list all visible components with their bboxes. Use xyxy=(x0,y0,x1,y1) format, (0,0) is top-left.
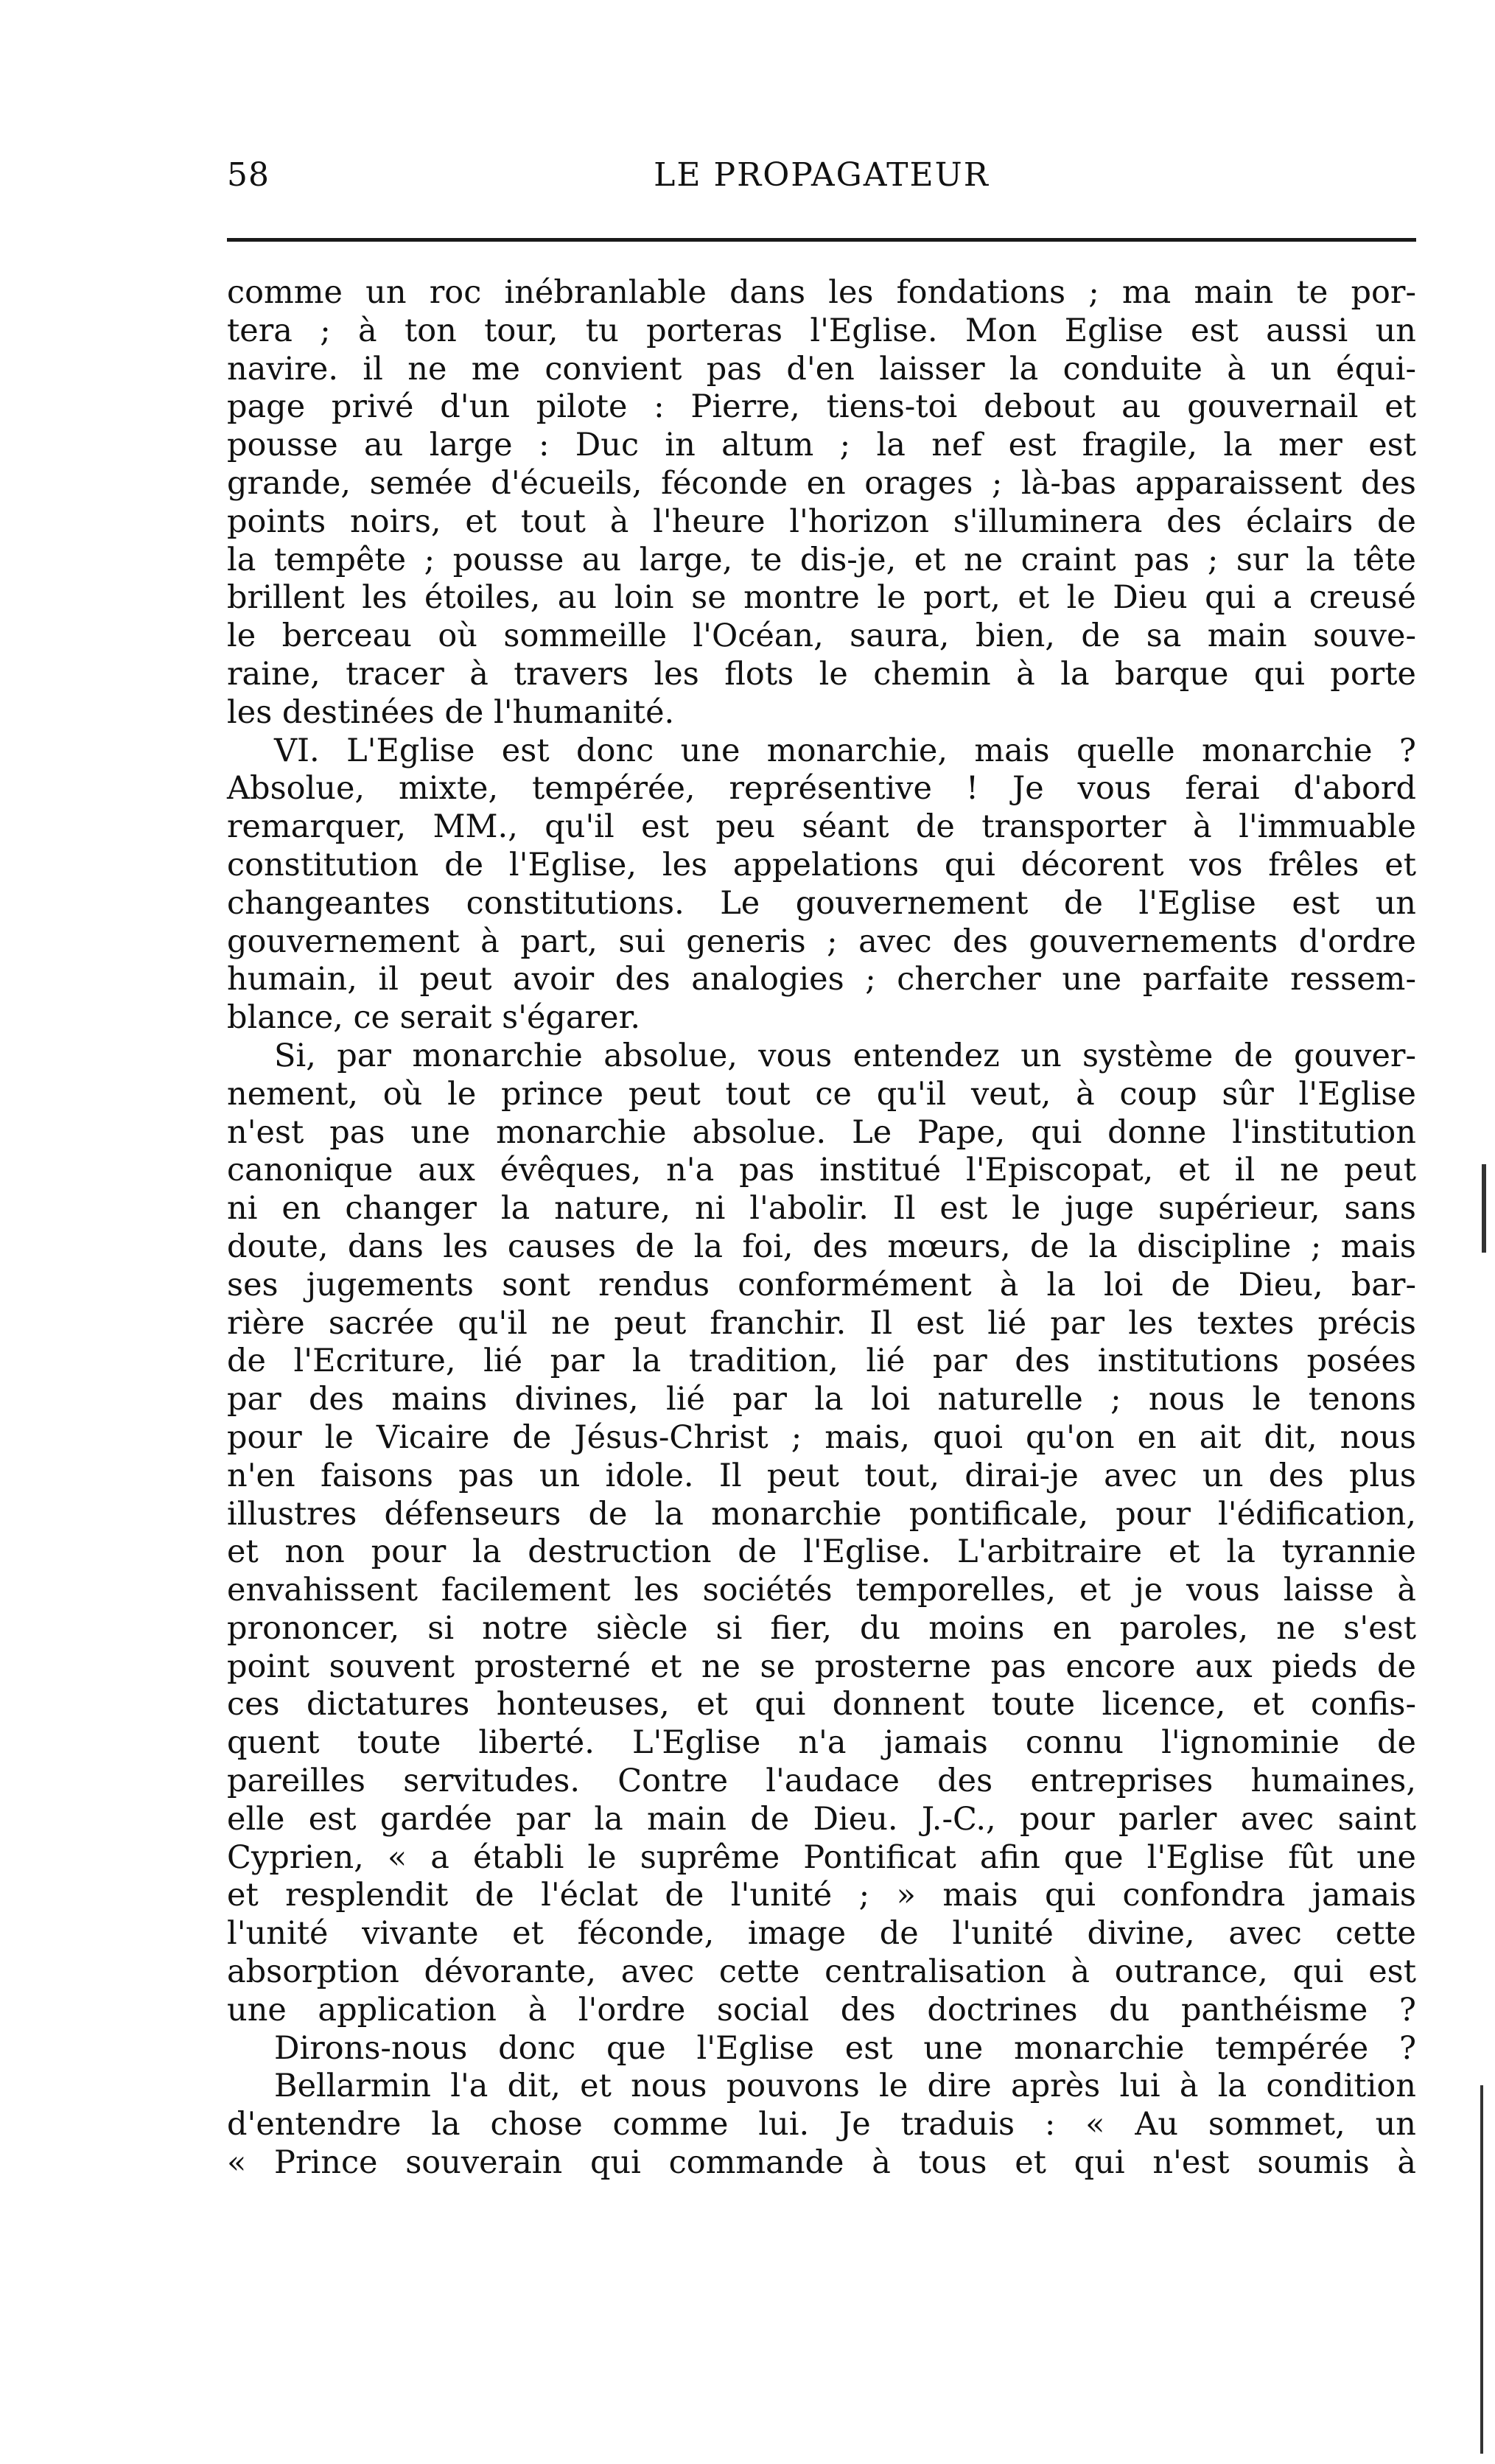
text-line: rière sacrée qu'il ne peut franchir. Il est lié par les textes précis xyxy=(227,1304,1416,1342)
text-line: comme un roc inébranlable dans les fondations ; ma main te por- xyxy=(227,274,1416,311)
text-line: navire. il ne me convient pas d'en laisser la conduite à un équi- xyxy=(227,350,1416,388)
text-line: blance, ce serait s'égarer. xyxy=(227,999,641,1037)
running-title: LE PROPAGATEUR xyxy=(654,156,990,194)
text-line: brillent les étoiles, au loin se montre le port, et le Dieu qui a creusé xyxy=(227,579,1416,617)
text-line: canonique aux évêques, n'a pas institué l'Episcopat, et il ne peut xyxy=(227,1152,1416,1189)
text-line: gouvernement à part, sui generis ; avec des gouvernements d'ordre xyxy=(227,923,1416,960)
text-line: quent toute liberté. L'Eglise n'a jamais connu l'ignominie de xyxy=(227,1724,1416,1762)
text-line: Absolue, mixte, tempérée, représentive ! Je vous ferai d'abord xyxy=(227,770,1416,808)
text-line: prononcer, si notre siècle si fier, du moins en paroles, ne s'est xyxy=(227,1609,1416,1647)
text-line: page privé d'un pilote : Pierre, tiens-toi debout au gouvernail et xyxy=(227,388,1416,426)
text-line: raine, tracer à travers les flots le chemin à la barque qui porte xyxy=(227,655,1416,693)
body-text xyxy=(227,274,1416,2183)
text-line: une application à l'ordre social des doctrines du panthéisme ? xyxy=(227,1991,1416,2029)
text-line: points noirs, et tout à l'heure l'horizon s'illuminera des éclairs de xyxy=(227,503,1416,540)
text-line: envahissent facilement les sociétés temporelles, et je vous laisse à xyxy=(227,1572,1416,1609)
text-line: VI. L'Eglise est donc une monarchie, mais quelle monarchie ? xyxy=(274,732,1416,769)
text-line: ses jugements sont rendus conformément à la loi de Dieu, bar- xyxy=(227,1266,1416,1303)
text-line: absorption dévorante, avec cette centralisation à outrance, qui est xyxy=(227,1953,1416,1991)
text-line: Bellarmin l'a dit, et nous pouvons le dire après lui à la condition xyxy=(274,2068,1416,2105)
text-line: doute, dans les causes de la foi, des mœurs, de la discipline ; mais xyxy=(227,1228,1416,1265)
text-line: Cyprien, « a établi le suprême Pontificat afin que l'Eglise fût une xyxy=(227,1838,1416,1876)
text-line: « Prince souverain qui commande à tous et qui n'est soumis à xyxy=(227,2144,1416,2182)
text-line: de l'Ecriture, lié par la tradition, lié par des institutions posées xyxy=(227,1343,1416,1380)
text-line: remarquer, MM., qu'il est peu séant de transporter à l'immuable xyxy=(227,808,1416,846)
scan-margin-mark xyxy=(1480,2085,1483,2454)
text-line: tera ; à ton tour, tu porteras l'Eglise. Mon Eglise est aussi un xyxy=(227,312,1416,349)
text-line: nement, où le prince peut tout ce qu'il veut, à coup sûr l'Eglise xyxy=(227,1075,1416,1113)
text-line: ces dictatures honteuses, et qui donnent toute licence, et confis- xyxy=(227,1686,1416,1723)
text-line: la tempête ; pousse au large, te dis-je, et ne craint pas ; sur la tête xyxy=(227,541,1416,578)
text-line: illustres défenseurs de la monarchie pontificale, pour l'édification, xyxy=(227,1495,1416,1533)
text-line: pour le Vicaire de Jésus-Christ ; mais, quoi qu'on en ait dit, nous xyxy=(227,1418,1416,1456)
text-line: n'en faisons pas un idole. Il peut tout, dirai-je avec un des plus xyxy=(227,1457,1416,1494)
text-line: constitution de l'Eglise, les appelations qui décorent vos frêles et xyxy=(227,846,1416,883)
running-head xyxy=(227,156,1416,208)
text-line: Dirons-nous donc que l'Eglise est une monarchie tempérée ? xyxy=(274,2029,1416,2067)
text-line: les destinées de l'humanité. xyxy=(227,693,675,731)
text-line: ni en changer la nature, ni l'abolir. Il est le juge supérieur, sans xyxy=(227,1190,1416,1228)
text-line: et non pour la destruction de l'Eglise. L'arbitraire et la tyrannie xyxy=(227,1533,1416,1571)
text-line: par des mains divines, lié par la loi naturelle ; nous le tenons xyxy=(227,1381,1416,1418)
text-line: d'entendre la chose comme lui. Je traduis : « Au sommet, un xyxy=(227,2106,1416,2143)
text-line: grande, semée d'écueils, féconde en orages ; là-bas apparaissent des xyxy=(227,464,1416,502)
text-line: l'unité vivante et féconde, image de l'unité divine, avec cette xyxy=(227,1915,1416,1953)
text-line: pousse au large : Duc in altum ; la nef est fragile, la mer est xyxy=(227,427,1416,464)
text-line: elle est gardée par la main de Dieu. J.-C., pour parler avec saint xyxy=(227,1800,1416,1838)
text-line: et resplendit de l'éclat de l'unité ; » mais qui confondra jamais xyxy=(227,1877,1416,1914)
text-line: n'est pas une monarchie absolue. Le Pape, qui donne l'institution xyxy=(227,1113,1416,1151)
text-line: Si, par monarchie absolue, vous entendez un système de gouver- xyxy=(274,1037,1416,1074)
text-line: humain, il peut avoir des analogies ; chercher une parfaite ressem- xyxy=(227,961,1416,998)
header-rule xyxy=(227,238,1416,242)
scan-margin-mark xyxy=(1482,1164,1486,1253)
text-line: point souvent prosterné et ne se prosterne pas encore aux pieds de xyxy=(227,1648,1416,1685)
text-line: pareilles servitudes. Contre l'audace des entreprises humaines, xyxy=(227,1763,1416,1800)
text-line: changeantes constitutions. Le gouvernement de l'Eglise est un xyxy=(227,884,1416,922)
page-number: 58 xyxy=(227,156,270,194)
text-line: le berceau où sommeille l'Océan, saura, bien, de sa main souve- xyxy=(227,617,1416,655)
